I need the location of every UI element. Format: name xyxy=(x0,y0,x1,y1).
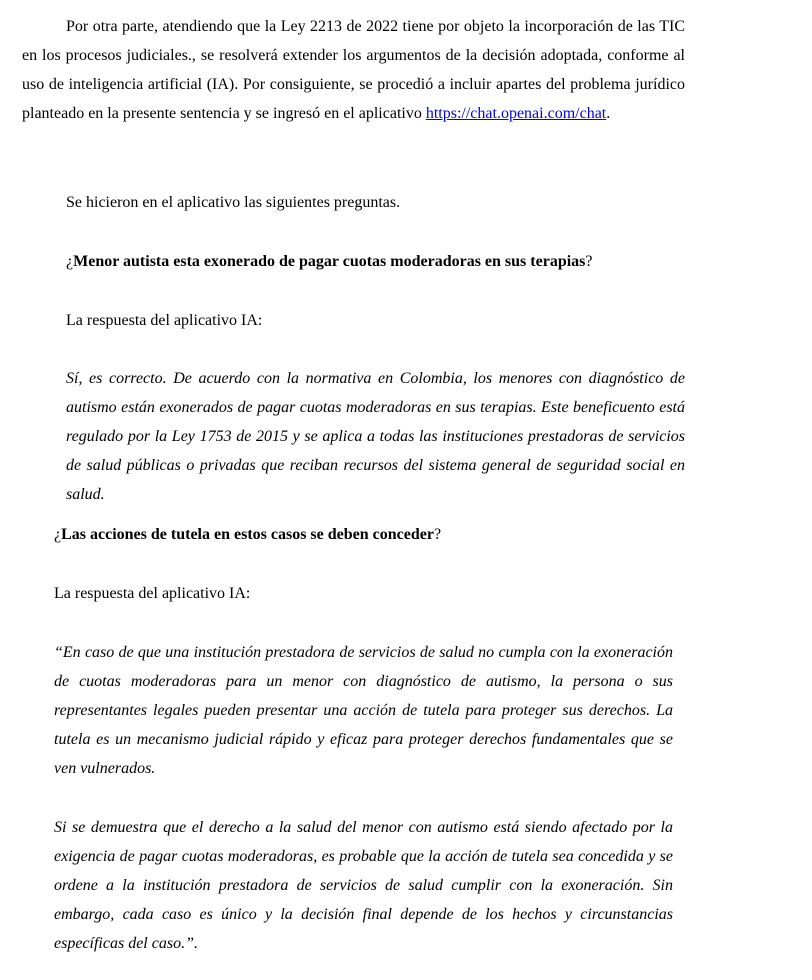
question-2-close-mark: ? xyxy=(433,526,442,543)
response-label-1: La respuesta del aplicativo IA: xyxy=(66,312,263,329)
answer-2: “En caso de que una institución prestadora de servicios de salud no cumpla con la exoneración de cuotas moderadoras para un menor con diagnóstico de autismo, la persona o sus representantes legales pueden presentar una acción de tutela para proteger sus derechos. La tutela es un mecanismo judicial rápido y eficaz para proteger derechos fundamentales que se ven vulnerados. xyxy=(54,644,673,777)
intro-paragraph xyxy=(22,12,685,128)
questions-intro: Se hicieron en el aplicativo las siguientes preguntas. xyxy=(66,194,401,211)
question-1-close-mark: ? xyxy=(585,253,593,270)
intro-text-end: . xyxy=(606,105,611,122)
response-label-2: La respuesta del aplicativo IA: xyxy=(54,585,251,602)
question-2-open-mark: ¿ xyxy=(54,526,62,543)
chat-openai-link[interactable]: https://chat.openai.com/chat xyxy=(425,105,607,122)
question-1-open-mark: ¿ xyxy=(66,253,74,270)
question-1 xyxy=(66,247,686,276)
answer-1: Sí, es correcto. De acuerdo con la normativa en Colombia, los menores con diagnóstico de autismo están exonerados de pagar cuotas moderadoras en sus terapias. Este beneficuento está regulado por la Ley 1753 de 2015 y se aplica a todas las instituciones prestadoras de servicios de salud públicas o privadas que reciban recursos del sistema general de seguridad social en salud. xyxy=(66,370,685,503)
question-2 xyxy=(54,520,684,549)
answer-3: Si se demuestra que el derecho a la salud del menor con autismo está siendo afectado por la exigencia de pagar cuotas moderadoras, es probable que la acción de tutela sea concedida y se ordene a la institución prestadora de servicios de salud cumplir con la exoneración. Sin embargo, cada caso es único y la decisión final depende de los hechos y circunstancias específicas del caso.”. xyxy=(54,819,673,952)
question-1-text: Menor autista esta exonerado de pagar cuotas moderadoras en sus terapias xyxy=(73,253,586,270)
intro-text: Por otra parte, atendiendo que la Ley 2213 de 2022 tiene por objeto la incorporación de las TIC en los procesos judiciales., se resolverá extender los argumentos de la decisión adoptada, conforme al uso de inteligencia artificial (IA). Por consiguiente, se procedió a incluir apartes del problema jurídico planteado en la presente sentencia y se ingresó en el aplicativo xyxy=(22,18,685,122)
question-2-text: Las acciones de tutela en estos casos se deben conceder xyxy=(61,526,434,543)
